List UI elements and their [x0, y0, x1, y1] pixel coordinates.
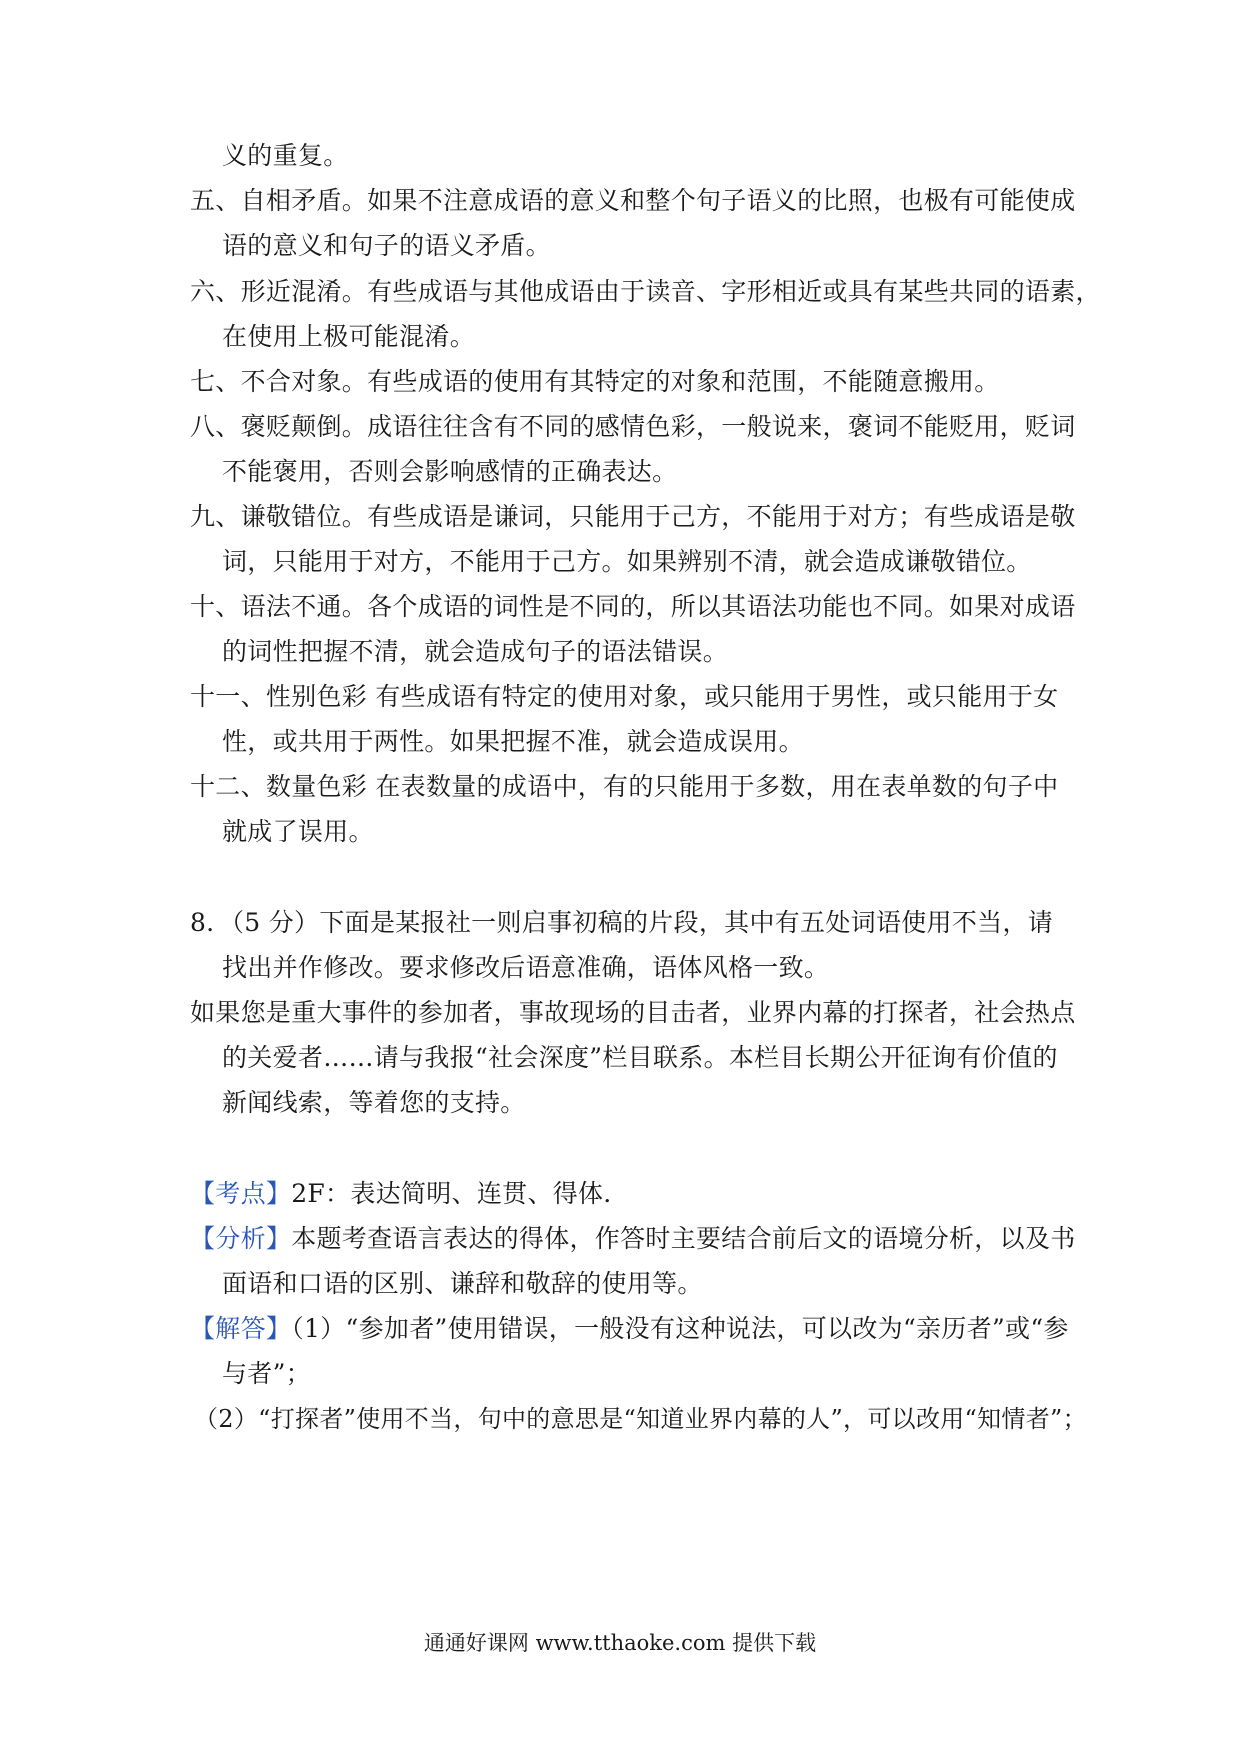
- text-line: 十、语法不通。各个成语的词性是不同的，所以其语法功能也不同。如果对成语: [190, 592, 1076, 621]
- text-line: 七、不合对象。有些成语的使用有其特定的对象和范围，不能随意搬用。: [190, 367, 1000, 396]
- fenxi-line-2: 面语和口语的区别、谦辞和敬辞的使用等。: [222, 1269, 703, 1298]
- jieda-line: [190, 1313, 1069, 1345]
- text-line: 语的意义和句子的语义矛盾。: [222, 231, 551, 260]
- text-line: 五、自相矛盾。如果不注意成语的意义和整个句子语义的比照，也极有可能使成: [190, 186, 1076, 215]
- fenxi-line: [190, 1223, 1076, 1255]
- question-line: 的关爱者……请与我报“社会深度”栏目联系。本栏目长期公开征询有价值的: [222, 1043, 1058, 1072]
- kaodian-line: [190, 1178, 629, 1210]
- text-line: 不能褒用，否则会影响感情的正确表达。: [222, 457, 678, 486]
- text-line: 十一、性别色彩 有些成语有特定的使用对象，或只能用于男性，或只能用于女: [190, 682, 1059, 711]
- text-line: 八、褒贬颠倒。成语往往含有不同的感情色彩，一般说来，褒词不能贬用，贬词: [190, 412, 1076, 441]
- page-footer: 通通好课网 www.tthaoke.com 提供下载: [423, 1631, 817, 1655]
- question-line: 新闻线索，等着您的支持。: [222, 1088, 526, 1117]
- text-line: 义的重复。: [222, 141, 349, 170]
- text-line: 性，或共用于两性。如果把握不准，就会造成误用。: [222, 727, 804, 756]
- question-line: 找出并作修改。要求修改后语意准确，语体风格一致。: [222, 953, 830, 982]
- jieda-tag: 【解答】: [190, 1314, 292, 1343]
- kaodian-text: 2F：表达简明、连贯、得体．: [291, 1179, 629, 1208]
- jieda-text: （1）“参加者”使用错误，一般没有这种说法，可以改为“亲历者”或“参: [291, 1314, 1069, 1343]
- kaodian-tag: 【考点】: [190, 1179, 292, 1208]
- text-line: 就成了误用。: [222, 817, 374, 846]
- text-line: 词，只能用于对方，不能用于己方。如果辨别不清，就会造成谦敬错位。: [222, 547, 1032, 576]
- text-line: 九、谦敬错位。有些成语是谦词，只能用于己方，不能用于对方；有些成语是敬: [190, 502, 1076, 531]
- jieda-line-3: （2）“打探者”使用不当，句中的意思是“知道业界内幕的人”，可以改用“知情者”；: [194, 1405, 1087, 1433]
- text-line: 十二、数量色彩 在表数量的成语中，有的只能用于多数，用在表单数的句子中: [190, 772, 1059, 801]
- text-line: 六、形近混淆。有些成语与其他成语由于读音、字形相近或具有某些共同的语素，: [190, 277, 1101, 306]
- question-line: 如果您是重大事件的参加者，事故现场的目击者，业界内幕的打探者，社会热点: [190, 998, 1076, 1027]
- text-line: 的词性把握不清，就会造成句子的语法错误。: [222, 637, 729, 666]
- text-line: 在使用上极可能混淆。: [222, 322, 476, 351]
- fenxi-text: 本题考查语言表达的得体，作答时主要结合前后文的语境分析，以及书: [291, 1224, 1076, 1253]
- question-line: 8．（5 分）下面是某报社一则启事初稿的片段，其中有五处词语使用不当，请: [190, 908, 1054, 937]
- fenxi-tag: 【分析】: [190, 1224, 292, 1253]
- jieda-line-2: 与者”；: [222, 1359, 311, 1388]
